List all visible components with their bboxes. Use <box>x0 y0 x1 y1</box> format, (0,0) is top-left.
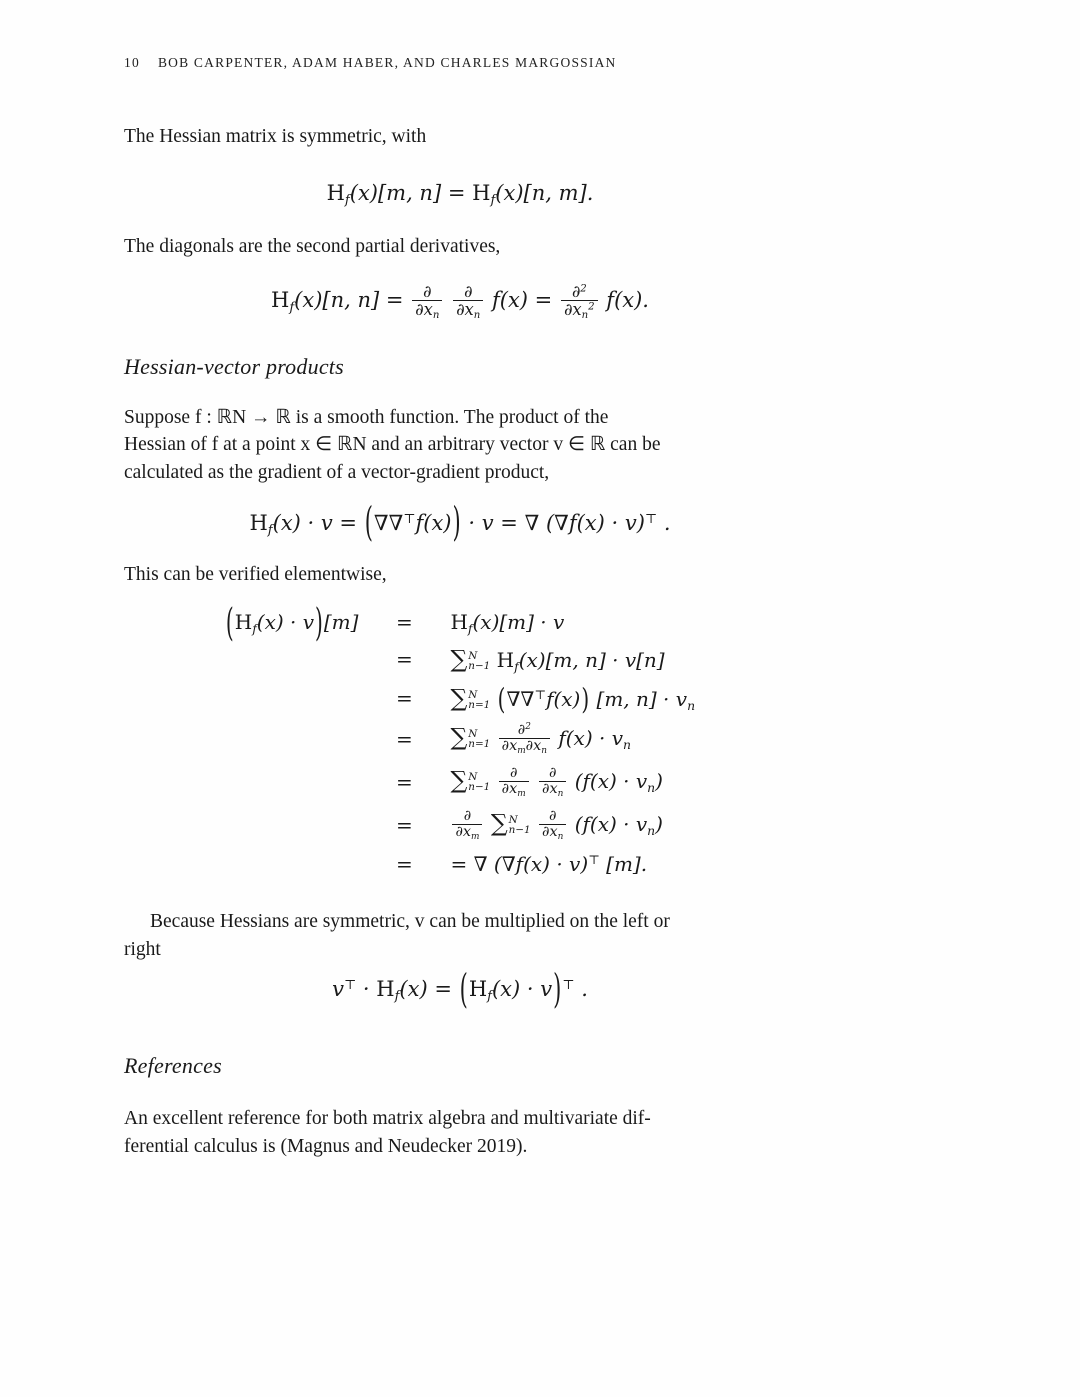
paragraph-symmetric-multiply-line2: right <box>124 938 161 960</box>
derivation-row <box>225 605 695 640</box>
page-content <box>124 55 796 1161</box>
paragraph-symmetric-multiply-line1: Because Hessians are symmetric, v can be multiplied on the left or <box>150 910 670 932</box>
derivation-relation: = <box>396 852 413 877</box>
derivation-rhs: $\frac{\partial}{\partial x_m}$ ∑ N n−1 $\frac{\partial}{\partial x_n}$ $(f(x) \cdot v_n)$ <box>424 804 695 847</box>
derivation-relation: = <box>396 813 413 838</box>
paragraph-references-line1: An excellent reference for both matrix algebra and multivariate dif- <box>124 1108 651 1130</box>
paragraph-references-line2: ferential calculus is (Magnus and Neudecker 2019). <box>124 1135 528 1157</box>
derivation-relation: = <box>396 727 413 752</box>
section-heading-hvp: Hessian-vector products <box>124 353 344 379</box>
paragraph-hvp-line2: Hessian of f at a point x ∈ ℝN and an arbitrary vector v ∈ ℝ can be <box>124 434 661 456</box>
equation-transpose: $v^⊤ \cdot H_f(x) = (H_f(x) \cdot v)^⊤$ . <box>332 966 588 1012</box>
derivation-lhs: $(H_f(x) \cdot v)[m]$ <box>225 598 359 645</box>
derivation-row <box>225 718 695 761</box>
paragraph-hvp-line3: calculated as the gradient of a vector-gradient product, <box>124 462 550 484</box>
derivation-row <box>225 640 695 679</box>
derivation-row <box>225 804 695 847</box>
paragraph-elementwise: This can be verified elementwise, <box>124 563 387 585</box>
derivation-table <box>225 598 696 882</box>
derivation-rhs: ∑ N n−1 $\frac{\partial}{\partial x_m}$ $\frac{\partial}{\partial x_n}$ $(f(x) \cdot v_n)$ <box>450 764 663 799</box>
running-header-authors: BOB CARPENTER, ADAM HABER, AND CHARLES MARGOSSIAN <box>157 55 617 70</box>
derivation-rhs: = ∇ (∇f(x) · v)⊤ [m]. <box>450 852 648 877</box>
derivation-relation: = <box>396 610 413 634</box>
derivation-row <box>225 679 695 718</box>
section-heading-references: References <box>124 1053 222 1079</box>
derivation-row <box>225 761 695 804</box>
derivation-relation: = <box>396 647 413 671</box>
equation-hvp: $H_f(x) \cdot v = (\nabla\nabla^⊤f(x)) \cdot v$ = ∇ (∇f(x) · v)⊤ . <box>249 499 671 546</box>
equation-diagonal: $H_f(x)[n$, n] = $\frac{\partial}{\partial x_n}$ $\frac{\partial}{\partial x_n}$ f(x) = $\frac{\partial^2}{\partial x_n^2}$ f(x). <box>271 282 649 322</box>
paragraph-hvp-line1: Suppose f : ℝN → ℝ is a smooth function. The product of the <box>124 406 609 428</box>
paragraph-symmetric: The Hessian matrix is symmetric, with <box>124 126 427 147</box>
derivation-relation: = <box>396 770 413 795</box>
derivation-rhs: $H_f(x)[m] \cdot v$ <box>450 610 565 636</box>
paragraph-diagonals: The diagonals are the second partial derivatives, <box>124 235 501 257</box>
equation-symmetry: $H_f(x)[m$, $n] = H_f(x)[n$, m]. <box>326 180 594 208</box>
derivation-rhs: ∑ N n=1 $\frac{\partial^2}{\partial x_m\partial x_n}$ $f(x) \cdot v_n$ <box>450 721 631 756</box>
running-header <box>124 55 796 71</box>
page-number: 10 <box>124 55 140 70</box>
derivation-relation: = <box>396 686 413 710</box>
derivation-rhs: ∑ N n=1 (∇∇⊤f(x)) [m, $n] \cdot v_n$ <box>450 681 696 717</box>
derivation-rhs: ∑ N n−1 $H_f(x)[m$, n] · v[n] <box>450 645 665 674</box>
derivation-row <box>225 847 695 882</box>
